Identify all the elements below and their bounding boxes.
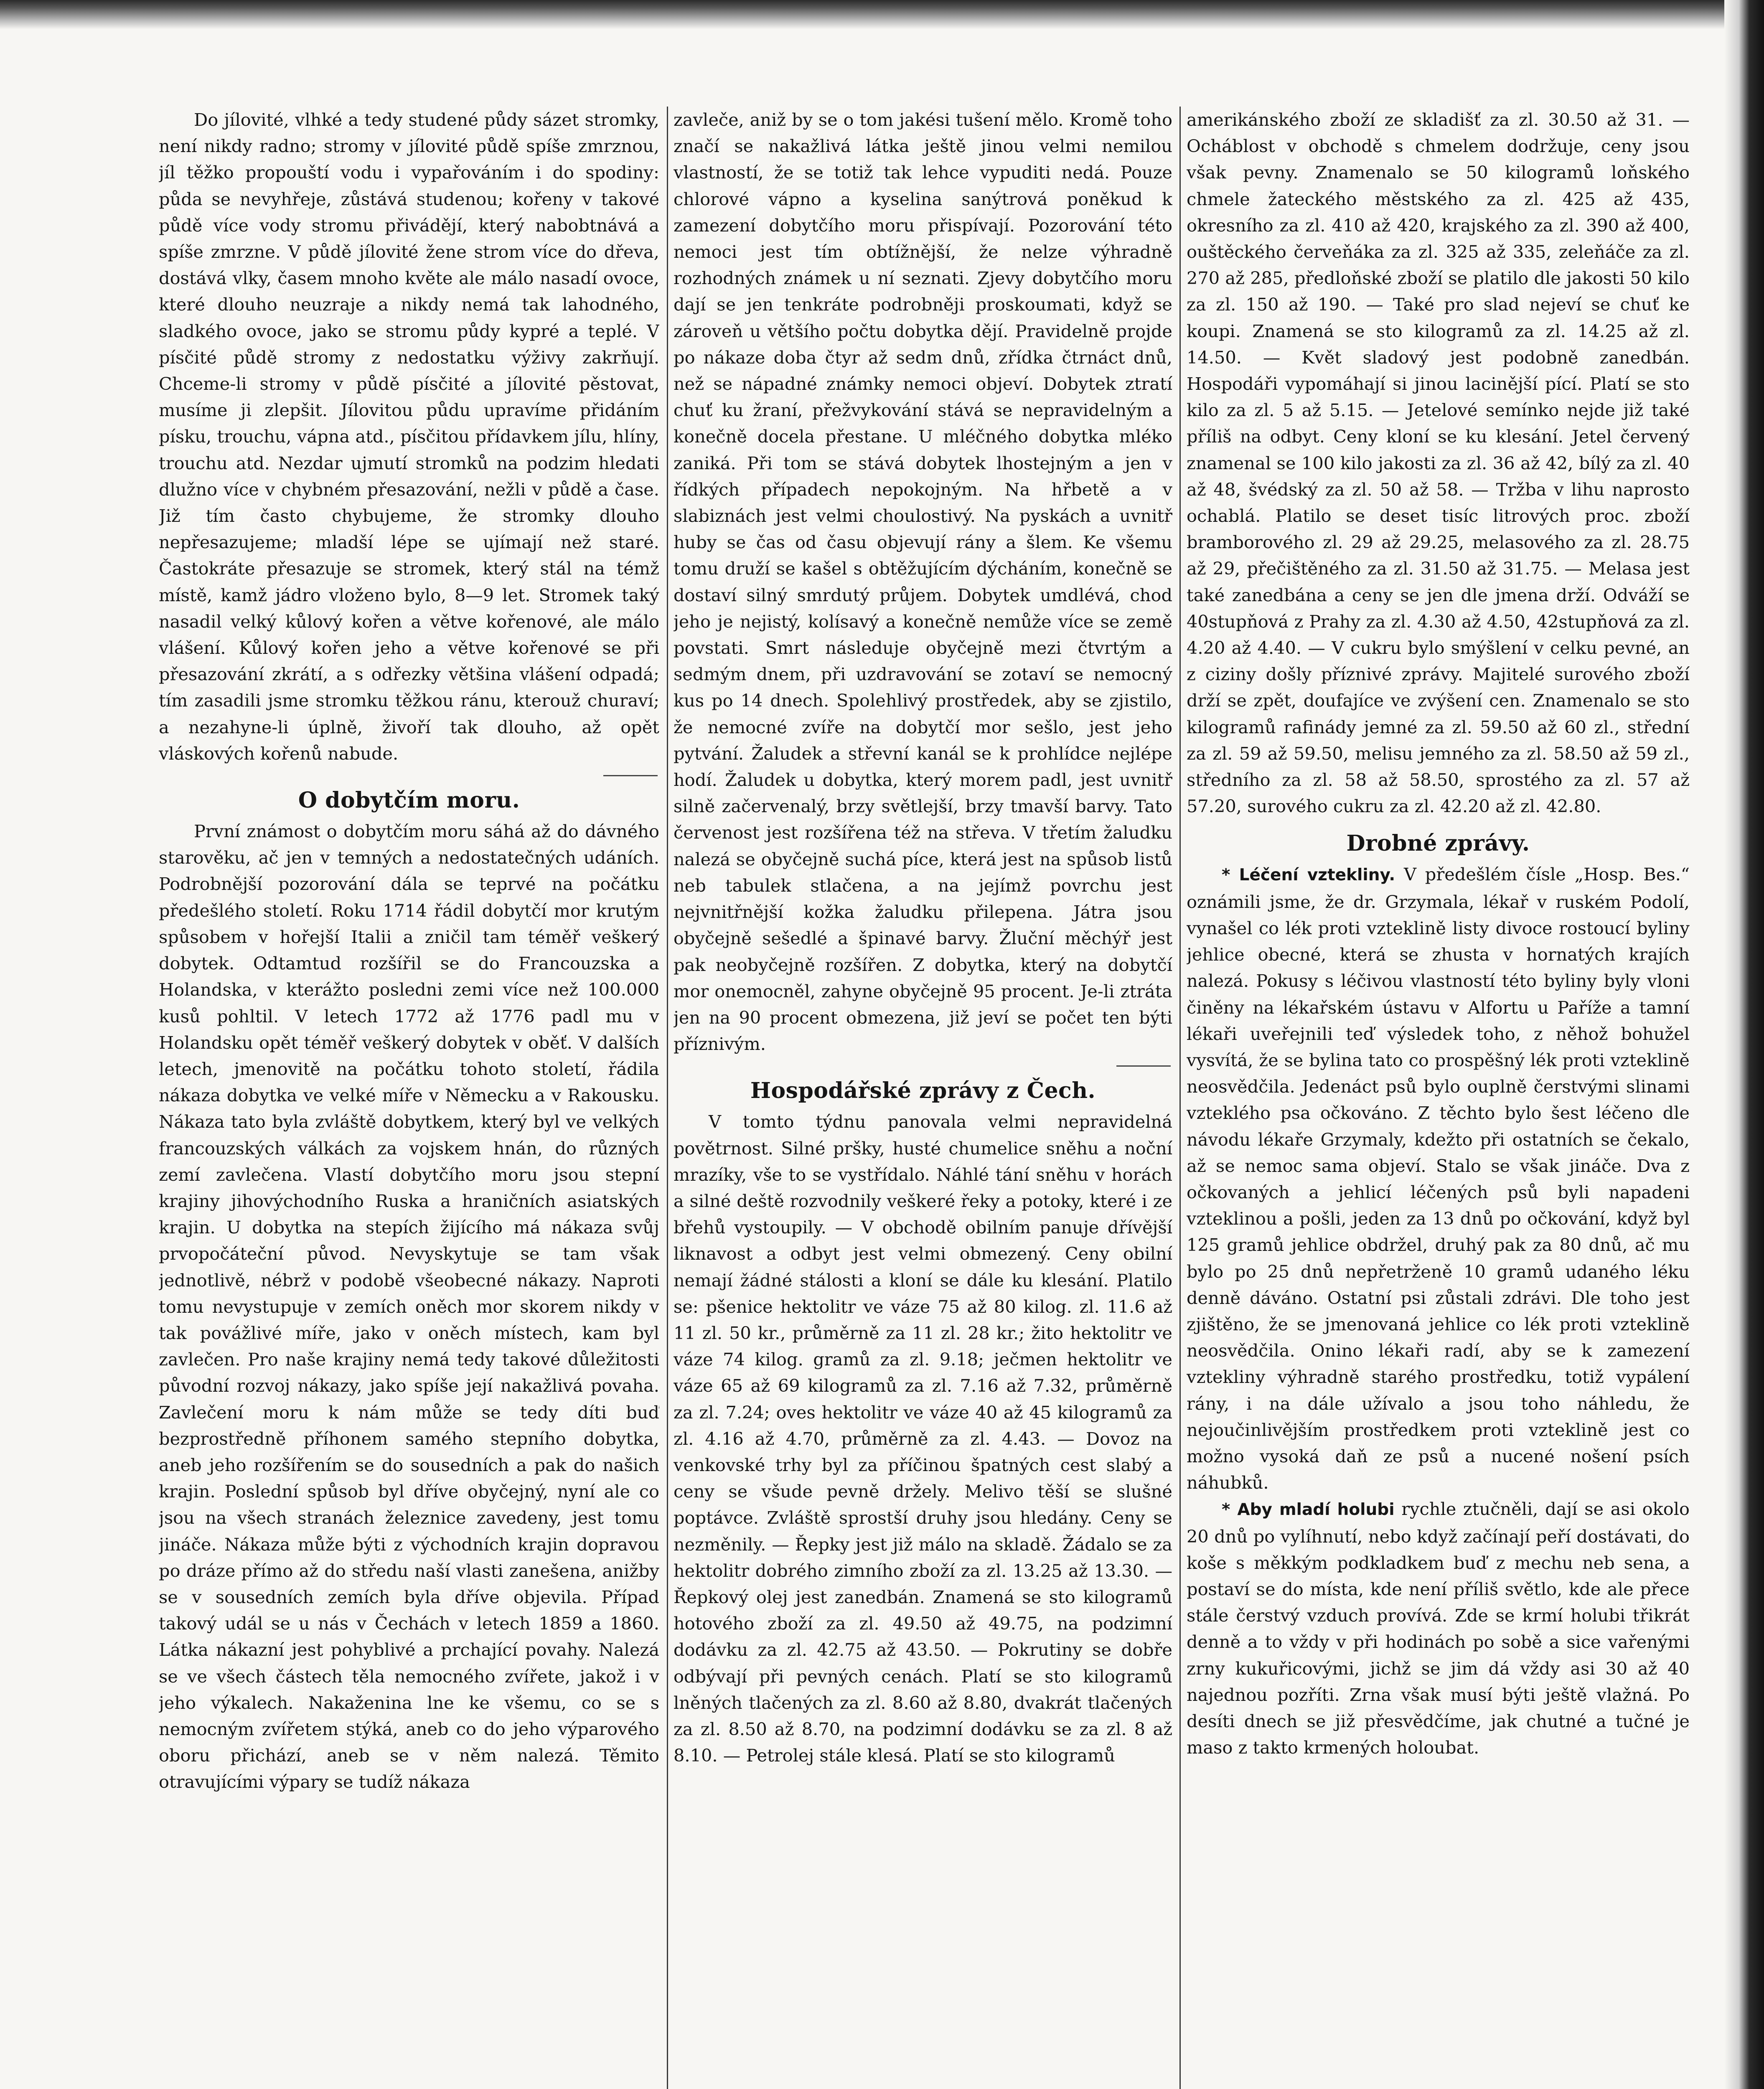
news-item-pigeons-title: * Aby mladí holubi xyxy=(1222,1500,1395,1520)
column-2 xyxy=(674,107,1172,2089)
article-orchard-soil-text: Do jílovité, vlhké a tedy studené půdy sázet stromky, není nikdy radno; stromy v jílovité půdě spíše zmrznou, jíl těžko propouští vodu i vypařováním i do spodiny: půda se nevyhřeje, zůstává studenou; kořeny v takové půdě více vody stromu přivádějí, který nabobtnává a spíše zmrzne. V půdě jílovité žene strom více do dřeva, dostává vlky, časem mnoho květe ale málo nasadí ovoce, které dlouho neuzraje a nikdy nemá tak lahodného, sladkého ovoce, jako se stromu půdy kypré a teplé. V písčité půdě stromy z nedostatku výživy zakrňují. Chceme-li stromy v půdě písčité a jílovité pěstovat, musíme ji zlepšit. Jílovitou půdu upravíme přidáním písku, trouchu, vápna atd., písčitou přídavkem jílu, hlíny, trouchu atd. Nezdar ujmutí stromků na podzim hledati dlužno více v chybném přesazování, nežli v půdě a čase. Již tím často chybujeme, že stromky dlouho nepřesazujeme; mladší lépe se ujímají než staré. Častokráte přesazuje se stromek, který stál na témž místě, kamž jádro vloženo bylo, 8—9 let. Stromek taký nasadil velký kůlový kořen a větve kořenové, ale málo vlášení. Kůlový kořen jeho a větve kořenové se při přesazování zkrátí, a s odřezky většina vlášení odpadá; tím zasadili jsme stromku těžkou ránu, kterouž churaví; a nezahyne-li úplně, živoří tak dlouho, až opět vláskových kořenů nabude. xyxy=(159,109,659,764)
column-divider xyxy=(667,107,668,2089)
scan-top-edge xyxy=(0,0,1764,29)
article-farm-news-text: V tomto týdnu panovala velmi nepravidelná povětrnost. Silné pršky, husté chumelice sněhu a noční mrazíky, vše to se vystřídalo. Náhlé tání sněhu v horách a silné deště rozvodnily veškeré řeky a potoky, které i ze břehů vystoupily. — V obchodě obilním panuje dřívější liknavost a odbyt jest velmi obmezený. Ceny obilní nemají žádné stálosti a kloní se dále ku klesání. Platilo se: pšenice hektolitr ve váze 75 až 80 kilog. zl. 11.6 až 11 zl. 50 kr., průměrně za 11 zl. 28 kr.; žito hektolitr ve váze 74 kilog. gramů za zl. 9.18; ječmen hektolitr ve váze 65 až 69 kilogramů za zl. 7.16 až 7.32, průměrně za zl. 7.24; oves hektolitr ve váze 40 až 45 kilogramů za zl. 4.16 až 4.70, průměrně za zl. 4.43. — Dovoz na venkovské trhy byl za příčinou špatných cest slabý a ceny se všude pevně držely. Melivo těší se slušné poptávce. Zvláště sprostší druhy jsou hledány. Ceny se nezměnily. — Řepky jest již málo na skladě. Žádalo se za hektolitr dobrého zimního zboží za zl. 13.25 až 13.30. — Řepkový olej jest zanedbán. Znamená se sto kilogramů hotového zboží za zl. 49.50 až 49.75, na podzimní dodávku za zl. 42.75 až 43.50. — Pokrutiny se dobře odbývají při pevných cenách. Platí se sto kilogramů lněných tlačených za zl. 8.60 až 8.80, dvakrát tlačených za zl. 8.50 až 8.70, na podzimní dodávku se za zl. 8 až 8.10. — Petrolej stále klesá. Platí se sto kilogramů xyxy=(674,1111,1172,1766)
section-separator xyxy=(603,775,658,776)
article-heading-short-news: Drobné zprávy. xyxy=(1346,831,1530,856)
news-item-rabies-text: V předešlém čísle „Hosp. Bes.“ oznámili jsme, že dr. Grzymala, lékař v ruském Podolí, vynašel co lék proti vzteklině listy divoce rostoucí byliny jehlice obecné, která se zhusta v hornatých krajích nalezá. Pokusy s léčivou vlastností této byliny byly vloni činěny na lékařském ústavu v Alfortu u Paříže a tamní lékaři uveřejnili teď výsledek toho, z něhož bohužel vysvítá, že se bylina tato co prospěšný lék proti vzteklině neosvědčila. Jedenáct psů bylo ouplně čerstvými slinami vzteklého psa očkováno. Z těchto bylo šest léčeno dle návodu lékaře Grzymaly, kdežto při ostatních se čekalo, až se nemoc sama objeví. Stalo se však jináče. Dva z očkovaných a jehlicí léčených psů byli napadeni vzteklinou a pošli, jeden za 13 dnů po očkování, když byl 125 gramů jehlice obdržel, druhý pak za 80 dnů, ač mu bylo po 25 dnů nepřetrženě 10 gramů udaného léku denně dáváno. Ostatní psi zůstali zdrávi. Dle toho jest zjištěno, že se jmenovaná jehlice co lék proti vzteklině neosvědčila. Onino lékaři radí, aby se k zamezení vztekliny výhradně starého prostředku, totiž vypálení rány, i na dále užívalo a jsou toho náhledu, že nejoučinlivějším prostředkem proti vzteklině jest co možno vysoká daň ze psů a nucené nošení psích náhubků. xyxy=(1187,864,1690,1493)
column-divider xyxy=(1179,107,1181,2089)
article-cattle-plague-text: První známost o dobytčím moru sáhá až do dávného starověku, ač jen v temných a nedostatečných udáních. Podrobnější pozorování dála se teprvé na počátku předešlého století. Roku 1714 řádil dobytčí mor krutým spůsobem v hořejší Italii a zničil tam téměř veškerý dobytek. Odtamtud rozšířil se do Francouzska a Holandska, v kterážto posledni zemi více než 100.000 kusů pohltil. V letech 1772 až 1776 padl mu v Holandsku opět téměř veškerý dobytek v oběť. V dalších letech, jmenovitě na počátku tohoto století, řádila nákaza dobytka ve velké míře v Německu a v Rakousku. Nákaza tato byla zvláště dobytkem, který byl ve velkých francouzských válkách za vojskem hnán, do různých zemí zavlečena. Vlastí dobytčího moru jsou stepní krajiny jihovýchodního Ruska a hraničních asiatských krajin. U dobytka na stepích žijícího má nákaza svůj prvopočáteční původ. Nevyskytuje se tam však jednotlivě, nébrž v podobě všeobecné nákazy. Naproti tomu nevystupuje v zemích oněch mor skorem nikdy v tak povážlivé míře, jako v oněch místech, kam byl zavlečen. Pro naše krajiny nemá tedy takové důležitosti původní rozvoj nákazy, jako spíše její nakažlivá povaha. Zavlečení moru k nám může se tedy díti buď bezprostředně příhonem samého stepního dobytka, aneb jeho rozšířením se do sousedních a pak do našich krajin. Poslední spůsob byl dříve obyčejný, nyní ale co jsou na všech stranách železnice zavedeny, jest tomu jináče. Nákaza může býti z východních krajin dopravou po dráze přímo až do středu naší vlasti zanešena, anižby se v sousedních zemích byla dříve objevila. Případ takový udál se u nás v Čechách v letech 1859 a 1860. Látka nákazní jest pohyblivé a prchající povahy. Nalezá se ve všech částech těla nemocného zvířete, jakož i v jeho výkalech. Nakaženina lne ke všemu, co se s nemocným zvířetem stýká, aneb co do jeho výparového oboru přichází, aneb se v něm nalezá. Těmito otravujícími výpary se tudíž nákaza xyxy=(159,821,659,1792)
news-item-pigeons-text: rychle ztučněli, dají se asi okolo 20 dnů po vylíhnutí, nebo když začínají peří dostávati, do koše s měkkým podkladkem buď z mechu neb sena, a postaví se do místa, kde není příliš světlo, kde ale přece stále čerstvý vzduch provívá. Zde se krmí holubi třikrát denně a to vždy v při hodinách po sobě a sice vařenými zrny kukuřicovými, jichž se jim dá vždy asi 30 až 40 najednou pozříti. Zrna však musí býti ještě vlažná. Po desíti dnech se již přesvědčíme, jak chutné a tučné je maso z takto krmených holoubat. xyxy=(1187,1499,1690,1758)
scan-right-edge xyxy=(1724,0,1764,2089)
section-separator xyxy=(1116,1065,1171,1067)
column-1 xyxy=(159,107,659,2089)
article-cattle-plague-continued: zavleče, aniž by se o tom jakési tušení mělo. Kromě toho značí se nakažlivá látka ještě jinou velmi nemilou vlastností, že se totiž tak lehce vypuditi nedá. Pouze chlorové vápno a kyselina sanýtrová poněkud k zamezení dobytčího moru přispívají. Pozorování této nemoci jest tím obtížnější, že nelze výhradně rozhodných známek u ní seznati. Zjevy dobytčího moru dají se jen tenkráte podrobněji proskoumati, když se zároveň u většího počtu dobytka dějí. Pravidelně projde po nákaze doba čtyr až sedm dnů, zřídka čtrnáct dnů, než se nápadné známky nemoci objeví. Dobytek ztratí chuť ku žraní, přežvykování stává se nepravidelným a konečně docela přestane. U mléčného dobytka mléko zaniká. Při tom se stává dobytek lhostejným a jen v řídkých případech nepokojným. Na hřbetě a v slabiznách jest velmi choulostivý. Na pyskách a uvnitř huby se čas od času objevují rány a šlem. Ke všemu tomu druží se kašel s obtěžujícím dýcháním, konečně se dostaví silný smrdutý průjem. Dobytek umdlévá, chod jeho je nejistý, kolísavý a konečně nemůže více se země povstati. Smrt následuje obyčejně mezi čtvrtým a sedmým dnem, při uzdravování se zotaví se nemocný kus po 14 dnech. Spolehlivý prostředek, aby se zjistilo, že nemocné zvíře na dobytčí mor sešlo, jest jeho pytvání. Žaludek a střevní kanál se k prohlídce nejlépe hodí. Žaludek u dobytka, který morem padl, jest uvnitř silně začervenalý, brzy světlejší, brzy tmavší barvy. Tato červenost jest rozšířena též na střeva. V třetím žaludku nalezá se obyčejně suchá píce, která jest na spůsob listů neb tabulek stlačena, a na jejímž povrchu jest nejvnitřnější kožka žaludku přilepena. Játra jsou obyčejně sešedlé a špinavé barvy. Žluční měchýř jest pak neobyčejně rozšířen. Z dobytka, který na dobytčí mor onemocněl, zahyne obyčejně 95 procent. Je-li ztráta jen na 90 procent obmezena, již jeví se počet ten býti příznivým. xyxy=(674,109,1172,1055)
news-item-pigeons xyxy=(1187,1496,1690,1761)
article-heading-farm-news: Hospodářské zprávy z Čech. xyxy=(750,1078,1096,1104)
news-item-rabies-title: * Léčení vztekliny. xyxy=(1222,866,1395,885)
news-item-rabies xyxy=(1187,861,1690,1496)
article-heading-cattle-plague: O dobytčím moru. xyxy=(298,788,520,813)
column-3 xyxy=(1187,107,1690,2089)
article-farm-news-continued: amerikánského zboží ze skladišť za zl. 30.50 až 31. — Ocháblost v obchodě s chmelem dodržuje, ceny jsou však pevny. Znamenalo se 50 kilogramů loňského chmele žateckého městského za zl. 425 až 435, okresního za zl. 410 až 420, krajského za zl. 390 až 400, ouštěckého červeňáka za zl. 325 až 335, zeleňáče za zl. 270 až 285, předloňské zboží se platilo dle jakosti 50 kilo za zl. 150 až 190. — Také pro slad nejeví se chuť ke koupi. Znamená se sto kilogramů za zl. 14.25 až zl. 14.50. — Květ sladový jest podobně zanedbán. Hospodáři vypomáhají si jinou lacinější pící. Platí se sto kilo za zl. 5 až 5.15. — Jetelové semínko nejde již také příliš na odbyt. Ceny kloní se ku klesání. Jetel červený znamenal se 100 kilo jakosti za zl. 36 až 42, bílý za zl. 40 až 48, švédský za zl. 50 až 58. — Tržba v lihu naprosto ochablá. Platilo se deset tisíc litrových proc. zboží bramborového zl. 29 až 29.25, melasového za zl. 28.75 až 29, přečištěného za zl. 31.50 až 31.75. — Melasa jest také zanedbána a ceny se jen dle jmena drží. Odváží se 40stupňová z Prahy za zl. 4.30 až 4.50, 42stupňová za zl. 4.20 až 4.40. — V cukru bylo smýšlení v celku pevné, an z ciziny došly příznivé zprávy. Majitelé surového zboží drží se zpět, doufajíce ve zvýšení cen. Znamenalo se sto kilogramů rafinády jemné za zl. 59.50 až 60 zl., střední za zl. 59 až 59.50, melisu jemného za zl. 58.50 až 59 zl., středního za zl. 58 až 58.50, sprostého za zl. 57 až 57.20, surového cukru za zl. 42.20 až zl. 42.80. xyxy=(1187,109,1690,817)
